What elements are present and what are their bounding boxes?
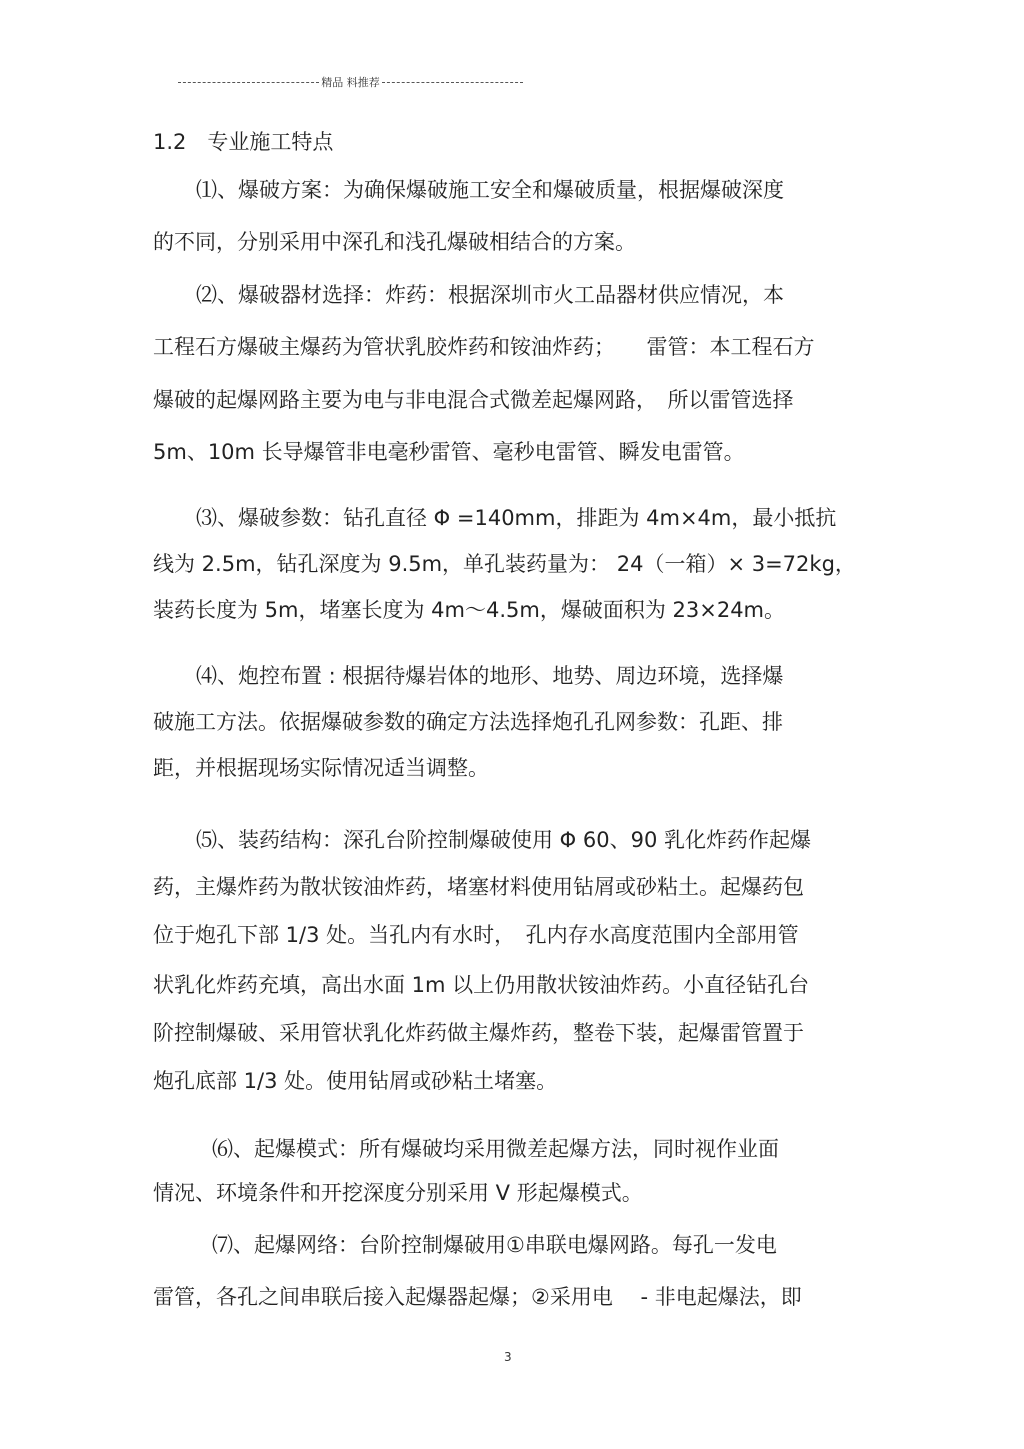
paragraph-line: 状乳化炸药充填，高出水面 1m 以上仍用散状铵油炸药。小直径钻孔台 xyxy=(153,973,810,997)
paragraph-line: 5m、10m 长导爆管非电毫秒雷管、毫秒电雷管、瞬发电雷管。 xyxy=(153,440,745,464)
paragraph-line: ⑷、炮控布置 : 根据待爆岩体的地形、地势、周边环境，选择爆 xyxy=(196,664,784,688)
paragraph-line: 位于炮孔下部 1/3 处。当孔内有水时， 孔内存水高度范围内全部用管 xyxy=(153,923,799,947)
paragraph-line: ⑵、爆破器材选择：炸药：根据深圳市火工品器材供应情况，本 xyxy=(196,283,784,307)
paragraph-line: 线为 2.5m，钻孔深度为 9.5m，单孔装药量为： 24（一箱）× 3=72kg， xyxy=(153,552,856,576)
paragraph-line: 阶控制爆破、采用管状乳化炸药做主爆炸药，整卷下装，起爆雷管置于 xyxy=(153,1021,804,1045)
paragraph-line: ⑺、起爆网络：台阶控制爆破用①串联电爆网路。每孔一发电 xyxy=(212,1233,777,1257)
paragraph-line: 装药长度为 5m，堵塞长度为 4m～4.5m，爆破面积为 23×24m。 xyxy=(153,598,786,622)
paragraph-line: 爆破的起爆网路主要为电与非电混合式微差起爆网路， 所以雷管选择 xyxy=(153,388,794,412)
paragraph-line: 药，主爆炸药为散状铵油炸药，堵塞材料使用钻屑或砂粘土。起爆药包 xyxy=(153,875,804,899)
page-header xyxy=(178,72,523,92)
header-text: 精品 料推荐 xyxy=(321,76,380,89)
header-dash-left xyxy=(178,82,319,83)
paragraph-line: 距，并根据现场实际情况适当调整。 xyxy=(153,756,489,780)
page-number: 3 xyxy=(504,1350,512,1364)
paragraph-line: ⑹、起爆模式：所有爆破均采用微差起爆方法，同时视作业面 xyxy=(212,1137,779,1161)
paragraph-line: ⑶、爆破参数：钻孔直径 Φ =140mm，排距为 4m×4m，最小抵抗 xyxy=(196,506,837,530)
paragraph-line: 炮孔底部 1/3 处。使用钻屑或砂粘土堵塞。 xyxy=(153,1069,558,1093)
paragraph-line: 工程石方爆破主爆药为管状乳胶炸药和铵油炸药； 雷管：本工程石方 xyxy=(153,335,815,359)
paragraph-line: 破施工方法。依据爆破参数的确定方法选择炮孔孔网参数：孔距、排 xyxy=(153,710,783,734)
paragraph-line: ⑸、装药结构：深孔台阶控制爆破使用 Φ 60、90 乳化炸药作起爆 xyxy=(196,828,811,852)
section-title: 1.2 专业施工特点 xyxy=(153,130,334,154)
paragraph-line: 雷管，各孔之间串联后接入起爆器起爆；②采用电 - 非电起爆法，即 xyxy=(153,1285,802,1309)
header-dash-right xyxy=(382,82,523,83)
paragraph-line: ⑴、爆破方案：为确保爆破施工安全和爆破质量，根据爆破深度 xyxy=(196,178,784,202)
paragraph-line: 情况、环境条件和开挖深度分别采用 V 形起爆模式。 xyxy=(153,1181,643,1205)
paragraph-line: 的不同，分别采用中深孔和浅孔爆破相结合的方案。 xyxy=(153,230,636,254)
